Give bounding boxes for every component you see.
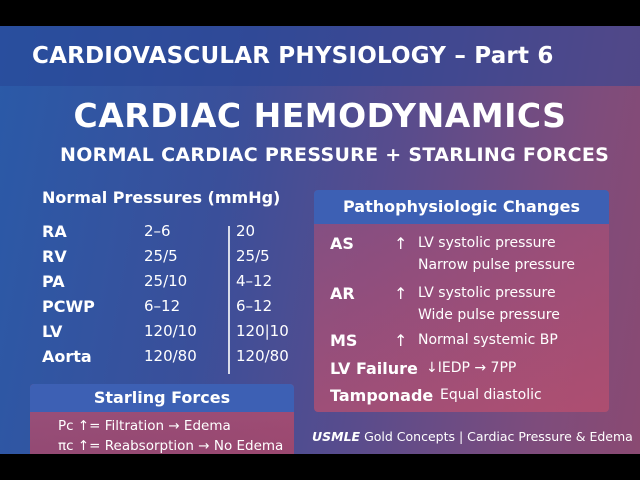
patho-heading: Pathophysiologic Changes bbox=[314, 190, 609, 224]
condition-detail: ↓IEDP → 7PP bbox=[426, 360, 517, 376]
pressure-value: 25/10 bbox=[144, 272, 188, 290]
main-title: CARDIAC HEMODYNAMICS bbox=[73, 96, 567, 135]
pressure-value-alt: 6–12 bbox=[236, 297, 273, 315]
pressure-value-alt: 20 bbox=[236, 222, 256, 240]
pressure-name: LV bbox=[42, 322, 63, 341]
condition-name: LV Failure bbox=[330, 359, 418, 378]
pressure-row-pcwp bbox=[42, 297, 302, 321]
pressure-value-alt: 4–12 bbox=[236, 272, 273, 290]
pressure-row-ra bbox=[42, 222, 302, 246]
condition-detail-2: Narrow pulse pressure bbox=[418, 257, 575, 273]
pressure-name: RA bbox=[42, 222, 67, 241]
condition-detail: LV systolic pressure bbox=[418, 285, 556, 301]
pressure-value-alt: 25/5 bbox=[236, 247, 270, 265]
condition-detail: Normal systemic BP bbox=[418, 332, 558, 348]
pressure-row-pa bbox=[42, 272, 302, 296]
pressure-value-alt: 120/80 bbox=[236, 347, 289, 365]
condition-detail: LV systolic pressure bbox=[418, 235, 556, 251]
starling-row-filtration: Pc ↑= Filtration → Edema bbox=[58, 418, 231, 434]
pressure-name: PA bbox=[42, 272, 65, 291]
pressure-name: RV bbox=[42, 247, 67, 266]
letterbox-top bbox=[0, 0, 640, 26]
pressure-row-aorta bbox=[42, 347, 302, 371]
up-arrow-icon: ↑ bbox=[394, 331, 408, 350]
condition-detail-2: Wide pulse pressure bbox=[418, 307, 560, 323]
starling-heading: Starling Forces bbox=[30, 384, 294, 412]
subtitle: NORMAL CARDIAC PRESSURE + STARLING FORCES bbox=[60, 144, 610, 166]
pressure-name: Aorta bbox=[42, 347, 92, 366]
series-title: CARDIOVASCULAR PHYSIOLOGY – Part 6 bbox=[0, 26, 640, 86]
up-arrow-icon: ↑ bbox=[394, 284, 408, 303]
column-divider bbox=[228, 226, 230, 374]
pressure-value: 120/80 bbox=[144, 347, 197, 365]
normal-pressures-heading: Normal Pressures (mmHg) bbox=[42, 188, 281, 207]
pressure-row-rv bbox=[42, 247, 302, 271]
pressure-row-lv bbox=[42, 322, 302, 346]
pressure-value: 25/5 bbox=[144, 247, 178, 265]
pressure-name: PCWP bbox=[42, 297, 95, 316]
pressure-value: 2–6 bbox=[144, 222, 171, 240]
pressure-value-alt: 120|10 bbox=[236, 322, 289, 340]
footer-brand: USMLE bbox=[312, 429, 361, 444]
condition-detail: Equal diastolic bbox=[440, 387, 542, 403]
starling-panel bbox=[30, 384, 294, 454]
letterbox-bottom bbox=[0, 454, 640, 480]
starling-row-reabsorption: πc ↑= Reabsorption → No Edema bbox=[58, 438, 284, 454]
footer-text: Gold Concepts | Cardiac Pressure & Edema bbox=[360, 429, 633, 444]
condition-name: AS bbox=[330, 234, 354, 253]
patho-panel bbox=[314, 190, 609, 412]
up-arrow-icon: ↑ bbox=[394, 234, 408, 253]
condition-name: MS bbox=[330, 331, 358, 350]
footer-caption bbox=[312, 429, 633, 444]
pressure-value: 6–12 bbox=[144, 297, 181, 315]
slide bbox=[0, 26, 640, 454]
condition-name: Tamponade bbox=[330, 386, 434, 405]
pressure-value: 120/10 bbox=[144, 322, 197, 340]
condition-name: AR bbox=[330, 284, 355, 303]
